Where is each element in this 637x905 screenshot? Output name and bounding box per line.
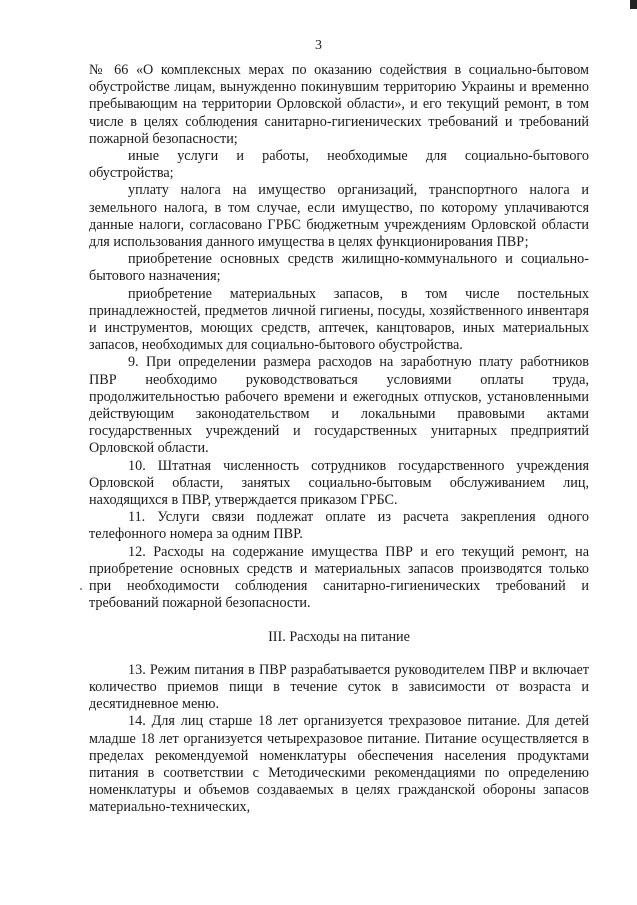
- paragraph-item-10: 10. Штатная численность сотрудников государственного учреждения Орловской области, занятых социально-бытовым обслуживанием лиц, находящихся в ПВР, утверждается приказом ГРБС.: [89, 457, 589, 509]
- scan-corner-mark: [630, 0, 637, 9]
- scan-speck: [80, 588, 82, 590]
- document-body: [89, 62, 589, 817]
- page-number: 3: [315, 38, 322, 53]
- paragraph-item-11: 11. Услуги связи подлежат оплате из расчета закрепления одного телефонного номера за одним ПВР.: [89, 509, 589, 543]
- paragraph-item-9: 9. При определении размера расходов на заработную плату работников ПВР необходимо руководствоваться условиями оплаты труда, продолжительностью рабочего времени и ежегодных отпусков, установленными действующим законодательством и локальными правовыми актами государственных учреждений и государственных унитарных предприятий Орловской области.: [89, 354, 589, 457]
- section-heading: III. Расходы на питание: [268, 628, 410, 645]
- paragraph-item-12: 12. Расходы на содержание имущества ПВР и его текущий ремонт, на приобретение основных средств и материальных запасов производятся только при необходимости соблюдения санитарно-гигиенических требований и требований пожарной безопасности.: [89, 543, 589, 612]
- paragraph-material-stock: приобретение материальных запасов, в том числе постельных принадлежностей, предметов личной гигиены, посуды, хозяйственного инвентаря и инструментов, моющих средств, аптечек, канцтоваров, иных материальных запасов, необходимых для социально-бытового обустройства.: [89, 285, 589, 354]
- paragraph-other-services: иные услуги и работы, необходимые для социально-бытового обустройства;: [89, 148, 589, 182]
- paragraph-continuation: № 66 «О комплексных мерах по оказанию содействия в социально-бытовом обустройстве лицам, вынужденно покинувшим территорию Украины и временно пребывающим на территории Орловской области», и его текущий ремонт, в том числе в целях соблюдения санитарно-гигиенических требований и требований пожарной безопасности;: [89, 62, 589, 147]
- paragraph-fixed-assets: приобретение основных средств жилищно-коммунального и социально-бытового назначения;: [89, 251, 589, 285]
- paragraph-item-13: 13. Режим питания в ПВР разрабатывается руководителем ПВР и включает количество приемов пищи в течение суток в зависимости от возраста и десятидневное меню.: [89, 661, 589, 713]
- paragraph-tax-payment: уплату налога на имущество организаций, транспортного налога и земельного налога, в том случае, если имущество, по которому уплачиваются данные налоги, согласовано ГРБС бюджетным учреждениям Орловской области для использования данного имущества в целях функционирования ПВР;: [89, 182, 589, 251]
- paragraph-item-14: 14. Для лиц старше 18 лет организуется трехразовое питание. Для детей младше 18 лет организуется четырехразовое питание. Питание осуществляется в пределах рекомендуемой номенклатуры обеспечения населения продуктами питания в соответствии с Методическими рекомендациями по определению номенклатуры и объемов создаваемых в целях гражданской обороны запасов материально-технических,: [89, 713, 589, 816]
